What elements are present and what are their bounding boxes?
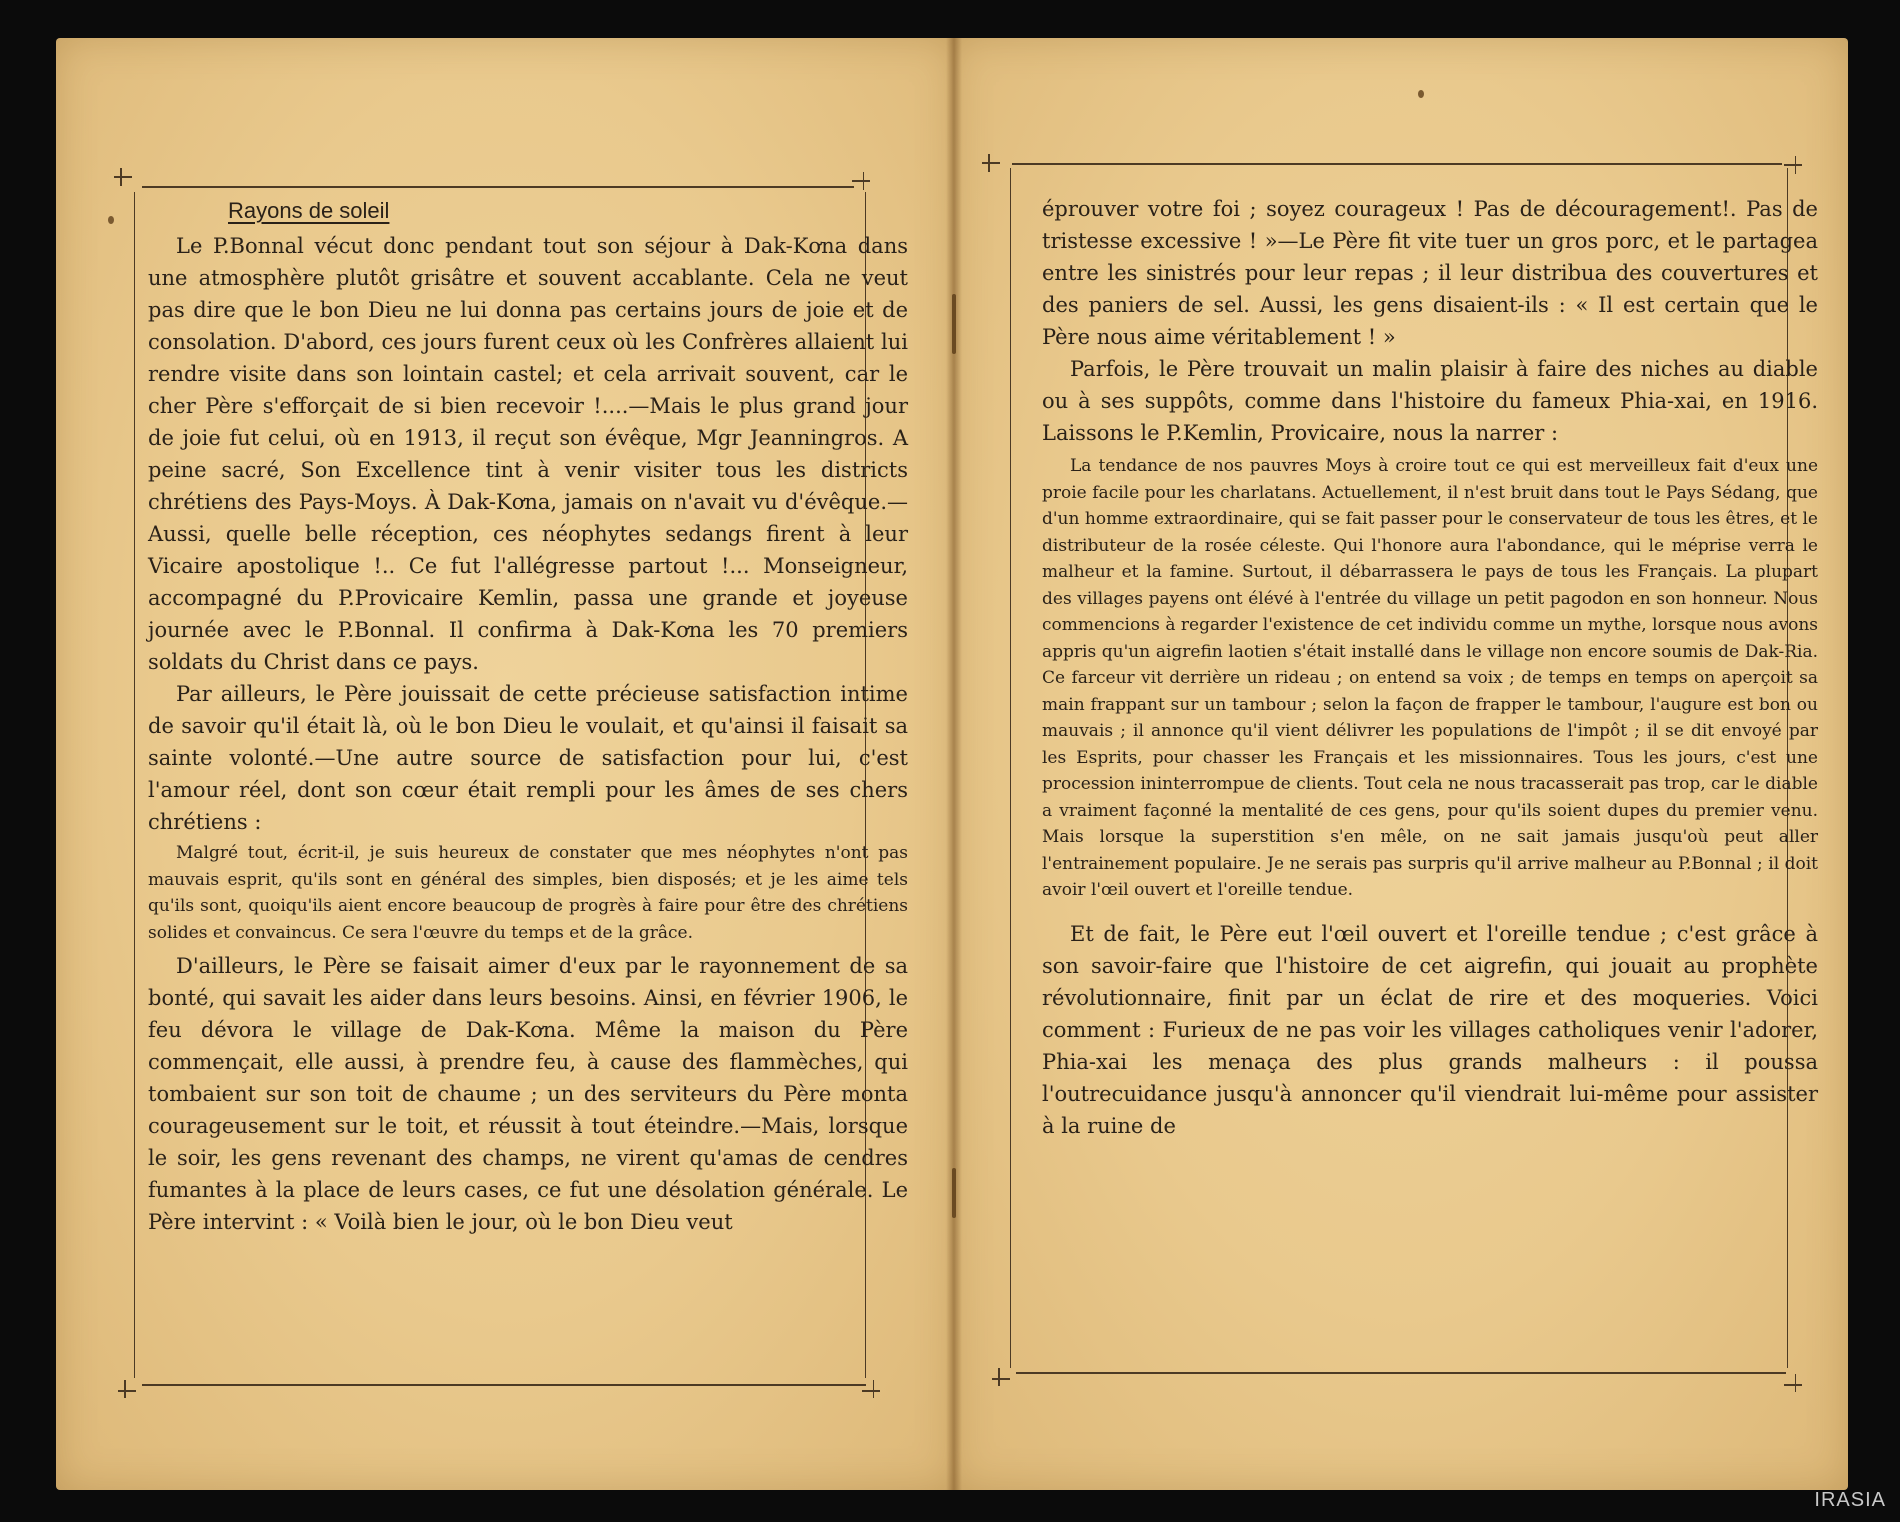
binding-stitch	[952, 1168, 956, 1218]
paragraph: Par ailleurs, le Père jouissait de cette précieuse satisfaction intime de savoir qu'il était là, où le bon Dieu le voulait, et qu'ainsi il faisait sa sainte volonté.—Une autre source de satisfaction pour lui, c'est l'amour réel, dont son cœur était rempli pour les âmes de ses chers chrétiens :	[148, 682, 908, 834]
frame-bottom-rule	[142, 1384, 866, 1386]
paragraph: Et de fait, le Père eut l'œil ouvert et l'oreille tendue ; c'est grâce à son savoir-faire que l'histoire de cet aigrefin, qui jouait au prophète révolutionnaire, finit par un éclat de rire et des moqueries. Voici comment : Furieux de ne pas voir les villages catholiques venir l'adorer, Phia-xai les menaça des plus grands malheurs : il poussa l'outrecuidance jusqu'à annoncer qu'il viendrait lui-même pour assister à la ruine de	[1042, 921, 1818, 1138]
paper-spot	[108, 216, 114, 224]
watermark: IRASIA	[1814, 1489, 1886, 1511]
frame-corner-ornament	[862, 1380, 880, 1398]
frame-corner-ornament	[982, 154, 1000, 172]
binding-stitch	[952, 294, 956, 354]
block-quote: Malgré tout, écrit-il, je suis heureux de constater que mes néophytes n'ont pas mauvais esprit, qu'ils sont en général des simples, bien disposés; et je les aime tels qu'ils sont, quoiqu'ils aient encore beaucoup de progrès à faire pour être des chrétiens solides et convaincus. Ce sera l'œuvre du temps et de la grâce.	[148, 843, 908, 943]
frame-corner-ornament	[114, 168, 132, 186]
right-text-column	[1042, 193, 1818, 1142]
block-quote: La tendance de nos pauvres Moys à croire tout ce qui est merveilleux fait d'eux une proie facile pour les charlatans. Actuellement, il n'est bruit dans tout le Pays Sédang, que d'un homme extraordinaire, qui se fait passer pour le conservateur de tous les êtres, et le distributeur de la rosée céleste. Qui l'honore aura l'abondance, qui le méprise verra le malheur et la famine. Surtout, il débarrassera le pays de tous les Français. La plupart des villages payens ont élévé à l'entrée du village un petit pagodon en son honneur. Nous commencions à regarder l'existence de cet individu comme un mythe, lorsque nous avons appris qu'un aigrefin laotien s'était installé dans le village non encore soumis de Dak-Ria. Ce farceur vit derrière un rideau ; on entend sa voix ; de temps en temps on aperçoit sa main frappant sur un tambour ; selon la façon de frapper le tambour, l'augure est bon ou mauvais ; il annonce qu'il vient délivrer les populations de l'impôt ; il se dit envoyé par les Esprits, pour chasser les Français et les missionnaires. Tous les jours, c'est une procession ininterrompue de clients. Tout cela ne nous tracasserait pas trop, car le diable a vraiment façonné la mentalité de ces gens, pour qu'ils soient dupes du premier venu. Mais lorsque la superstition s'en mêle, on ne sait jamais jusqu'où peut aller l'entrainement populaire. Je ne serais pas surpris qu'il arrive malheur au P.Bonnal ; il doit avoir l'œil ouvert et l'oreille tendue.	[1042, 456, 1818, 900]
paper-spot	[1418, 90, 1424, 98]
paragraph: Le P.Bonnal vécut donc pendant tout son séjour à Dak-Kơna dans une atmosphère plutôt grisâtre et souvent accablante. Cela ne veut pas dire que le bon Dieu ne lui donna pas certains jours de joie et de consolation. D'abord, ces jours furent ceux où les Confrères allaient lui rendre visite dans son lointain castel; et cela arrivait souvent, car le cher Père s'efforçait de si bien recevoir !....—Mais le plus grand jour de joie fut celui, où en 1913, il reçut son évêque, Mgr Jeanningros. A peine sacré, Son Excellence tint à venir visiter tous les districts chrétiens des Pays-Moys. À Dak-Kơna, jamais on n'avait vu d'évêque.—Aussi, quelle belle réception, ces néophytes sedangs firent à leur Vicaire apostolique !.. Ce fut l'allégresse partout !... Monseigneur, accompagné du P.Provicaire Kemlin, passa une grande et joyeuse journée avec le P.Bonnal. Il confirma à Dak-Kơna les 70 premiers soldats du Christ dans ce pays.	[148, 234, 908, 674]
book-gutter	[946, 38, 962, 1490]
frame-corner-ornament	[852, 172, 870, 190]
frame-top-rule	[1012, 163, 1782, 165]
frame-top-rule	[142, 186, 854, 188]
left-text-column	[148, 198, 908, 1238]
frame-corner-ornament	[118, 1380, 136, 1398]
book-spread	[56, 38, 1848, 1490]
section-heading: Rayons de soleil	[228, 198, 390, 223]
left-page	[56, 38, 956, 1490]
paragraph: Parfois, le Père trouvait un malin plaisir à faire des niches au diable ou à ses suppôts, comme dans l'histoire du fameux Phia-xai, en 1916. Laissons le P.Kemlin, Provicaire, nous la narrer :	[1042, 357, 1818, 445]
paragraph: D'ailleurs, le Père se faisait aimer d'eux par le rayonnement de sa bonté, qui savait les aider dans leurs besoins. Ainsi, en février 1906, le feu dévora le village de Dak-Kơna. Même la maison du Père commençait, elle aussi, à prendre feu, à cause des flammèches, qui tombaient sur son toit de chaume ; un des serviteurs du Père monta courageusement sur le toit, et réussit à tout éteindre.—Mais, lorsque le soir, les gens revenant des champs, ne virent qu'amas de cendres fumantes à la place de leurs cases, ce fut une désolation générale. Le Père intervint : « Voilà bien le jour, où le bon Dieu veut	[148, 954, 908, 1234]
frame-corner-ornament	[992, 1368, 1010, 1386]
frame-bottom-rule	[1016, 1372, 1786, 1374]
frame-corner-ornament	[1784, 1374, 1802, 1392]
paragraph: éprouver votre foi ; soyez courageux ! Pas de découragement!. Pas de tristesse excessive ! »—Le Père fit vite tuer un gros porc, et le partagea entre les sinistrés pour leur repas ; il leur distribua des couvertures et des paniers de sel. Aussi, les gens disaient-ils : « Il est certain que le Père nous aime véritablement ! »	[1042, 197, 1818, 349]
